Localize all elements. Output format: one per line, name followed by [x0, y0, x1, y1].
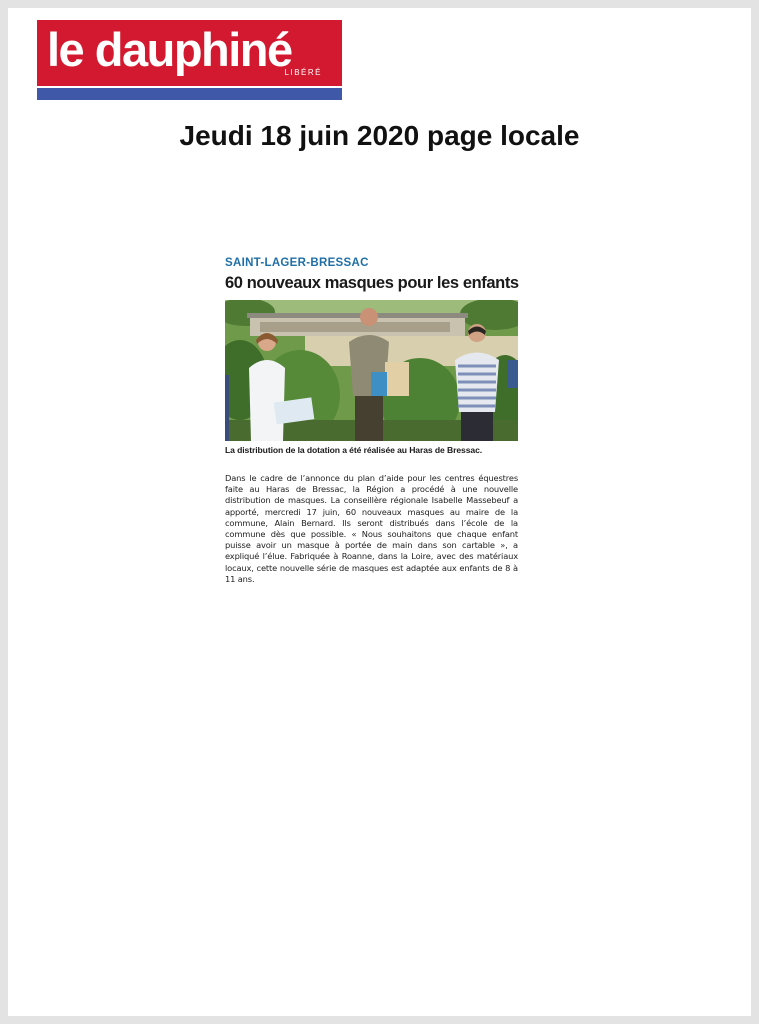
- article-clipping: [225, 256, 522, 585]
- photo-illustration: [225, 300, 518, 441]
- logo-red-band: [37, 20, 342, 86]
- logo-blue-band: [37, 88, 342, 100]
- photo-caption: La distribution de la dotation a été réalisée au Haras de Bressac.: [225, 445, 483, 455]
- logo-name: le dauphiné: [47, 23, 292, 76]
- article-kicker: SAINT-LAGER-BRESSAC: [225, 257, 369, 269]
- article-title: 60 nouveaux masques pour les enfants: [225, 274, 519, 292]
- page: [8, 8, 751, 1016]
- newspaper-logo: [37, 20, 342, 100]
- logo-sub: LIBÉRÉ: [284, 68, 322, 77]
- page-headline: Jeudi 18 juin 2020 page locale: [179, 120, 580, 151]
- article-body: Dans le cadre de l’annonce du plan d’aide pour les centres équestres faite au Haras de Bressac, la Région a procédé à une nouvelle distribution de masques. La conseillère régionale Isabelle Massebeuf a apporté, mercredi 17 juin, 60 nouveaux masques au maire de la commune, Alain Bernard. Ils seront distribués dans l’école de la commune dès que possible. « Nous souhaitons que chaque enfant puisse avoir un masque à portée de main dans son cartable », a expliqué l’élue. Fabriquée à Roanne, dans la Loire, avec des matériaux locaux, cette nouvelle série de masques est adaptée aux enfants de 8 à 11 ans.: [225, 473, 518, 584]
- article-photo: [225, 300, 518, 441]
